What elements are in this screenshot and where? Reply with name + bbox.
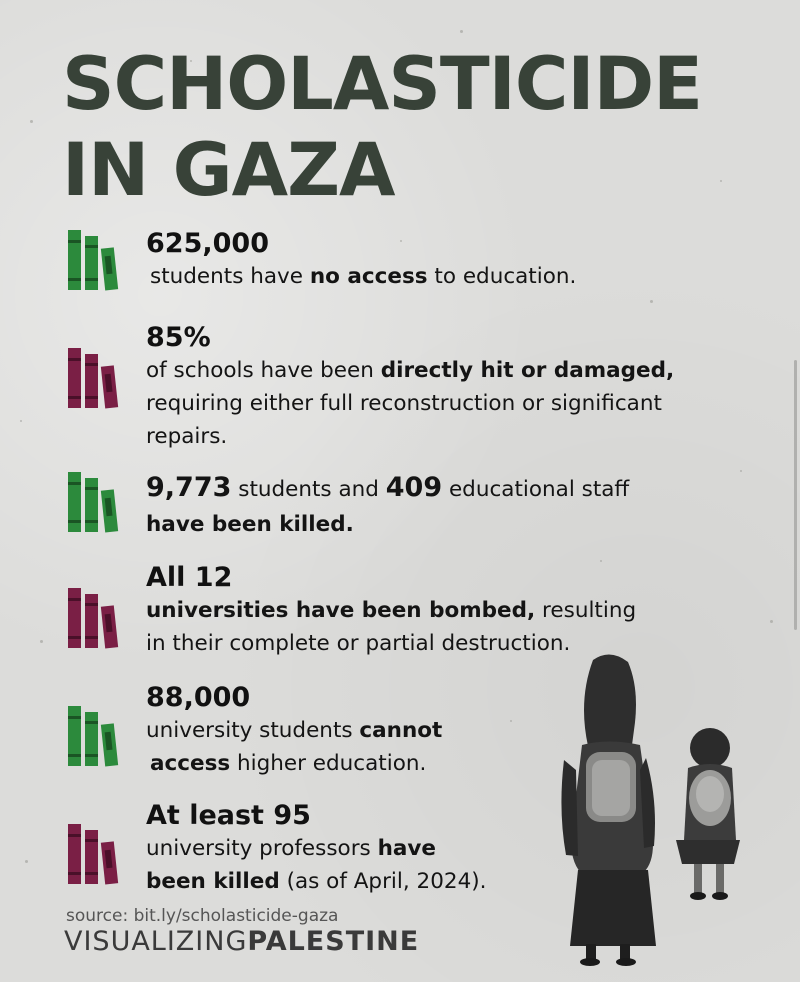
scrollbar[interactable]	[794, 360, 797, 630]
brand-light: VISUALIZING	[64, 926, 248, 957]
books-icon	[66, 346, 128, 412]
stat-text: university students	[146, 718, 360, 743]
stat-text: higher education.	[230, 751, 427, 776]
stat-text: of schools have been	[146, 358, 381, 383]
books-icon	[66, 228, 128, 294]
stat-text: resulting	[535, 598, 637, 623]
stat-bold: cannot	[359, 718, 443, 743]
stat-text: students have	[150, 264, 310, 289]
stat-figure: 409	[385, 472, 443, 503]
stat-text: (as of April, 2024).	[279, 869, 487, 894]
stat-figure: All 12	[146, 562, 233, 593]
brand-logo	[64, 926, 419, 957]
brand-bold: PALESTINE	[247, 926, 420, 957]
stat-figure: 625,000	[146, 228, 269, 259]
books-icon	[66, 586, 128, 652]
woman-and-child-illustration	[548, 650, 758, 970]
stat-bold: been killed	[146, 869, 280, 894]
books-icon	[66, 822, 128, 888]
stat-figure: At least 95	[146, 800, 311, 831]
stat-bold: access	[150, 751, 231, 776]
stat-bold: no access	[309, 264, 428, 289]
source-citation: source: bit.ly/scholasticide-gaza	[66, 906, 339, 926]
stat-text: repairs.	[146, 424, 228, 449]
books-icon	[66, 470, 128, 536]
title-line-2: IN GAZA	[62, 128, 395, 213]
stat-figure: 88,000	[146, 682, 251, 713]
stat-bold: universities have been bombed,	[146, 598, 536, 623]
stat-text: university professors	[146, 836, 378, 861]
stat-bold: have been killed.	[146, 512, 354, 537]
stat-text: requiring either full reconstruction or significant	[146, 391, 662, 416]
stat-text: students and	[231, 477, 386, 502]
stat-figure: 9,773	[146, 472, 232, 503]
stat-bold: have	[377, 836, 436, 861]
stat-text: in their complete or partial destruction.	[146, 631, 571, 656]
stat-text: educational staff	[442, 477, 630, 502]
books-icon	[66, 704, 128, 770]
stat-text: to education.	[427, 264, 577, 289]
stat-bold: directly hit or damaged,	[380, 358, 675, 383]
page-title	[62, 42, 702, 214]
stat-figure: 85%	[146, 322, 211, 353]
title-line-1: SCHOLASTICIDE	[62, 42, 703, 127]
